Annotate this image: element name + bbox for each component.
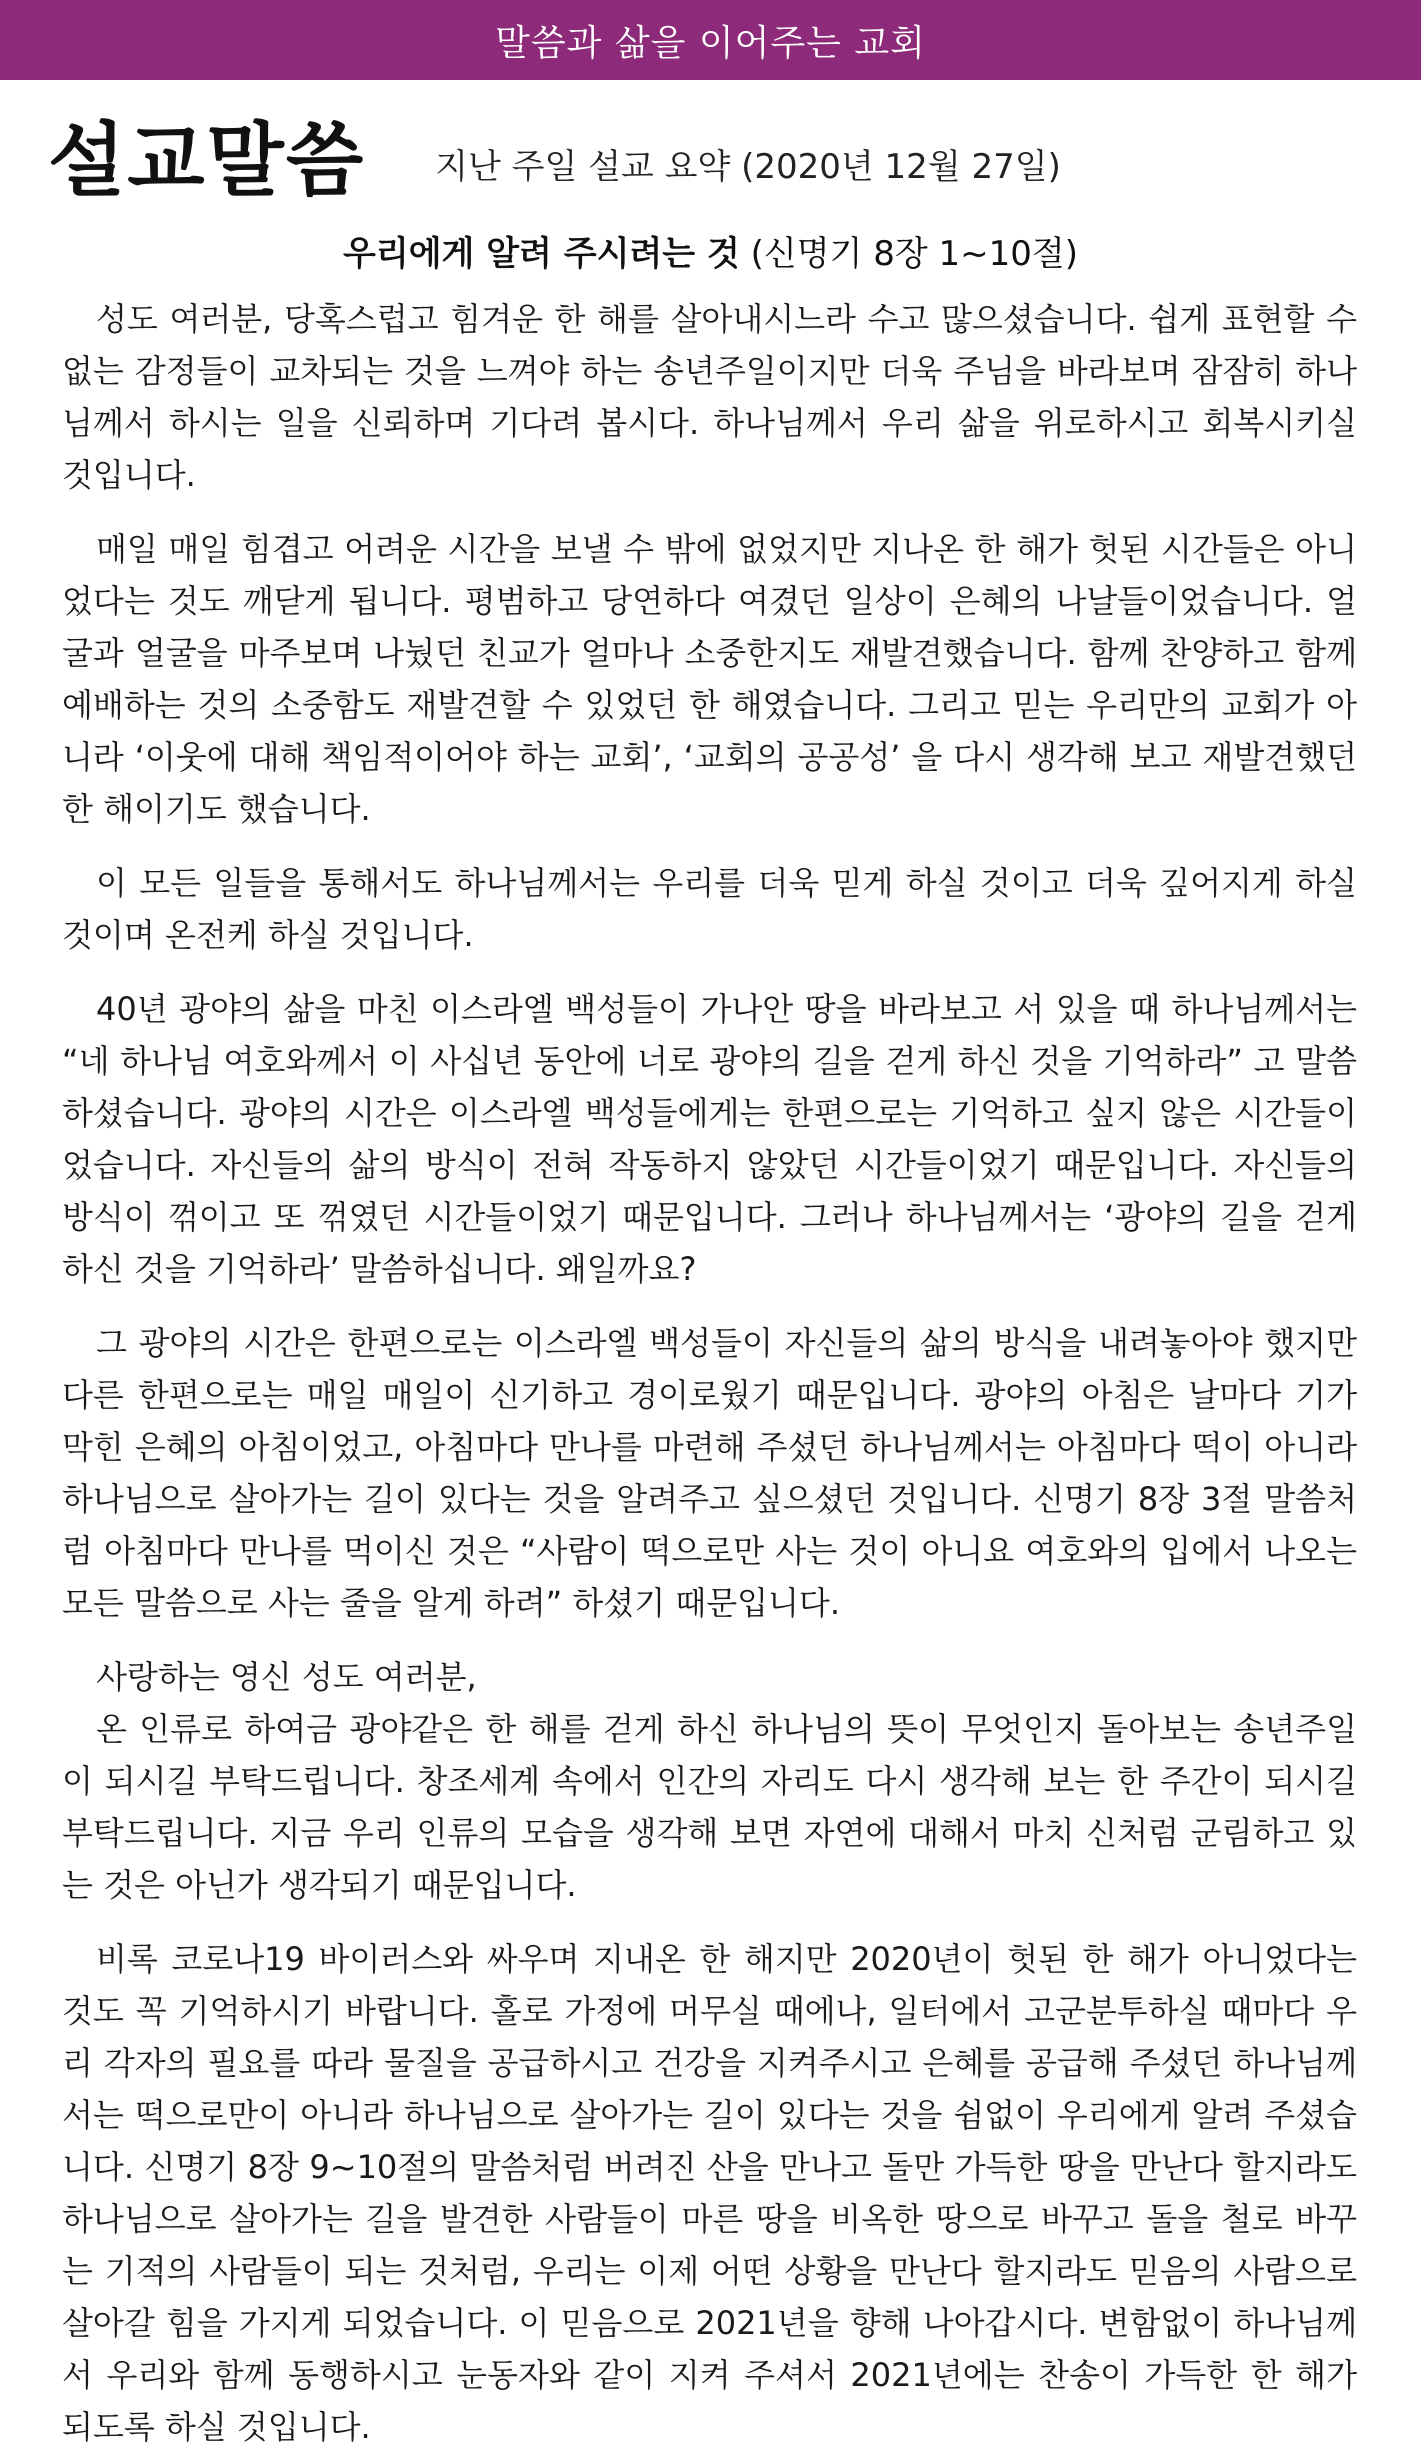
sermon-title bbox=[0, 226, 1421, 275]
paragraph-3: 이 모든 일들을 통해서도 하나님께서는 우리를 더욱 믿게 하실 것이고 더욱 깊어지게 하실 것이며 온전케 하실 것입니다. bbox=[62, 864, 1357, 954]
sermon-title-main: 우리에게 알려 주시려는 것 bbox=[343, 234, 740, 274]
paragraph-6-salutation: 사랑하는 영신 성도 여러분, bbox=[96, 1658, 477, 1696]
paragraph-5: 그 광야의 시간은 한편으로는 이스라엘 백성들이 자신들의 삶의 방식을 내려놓아야 했지만 다른 한편으로는 매일 매일이 신기하고 경이로웠기 때문입니다. 광야의 아침은 날마다 기가 막힌 은혜의 아침이었고, 아침마다 만나를 마련해 주셨던 하나님께서는 아침마다 떡이 아니라 하나님으로 살아가는 길이 있다는 것을 알려주고 싶으셨던 것입니다. 신명기 8장 3절 말씀처럼 아침마다 만나를 먹이신 것은 “사람이 떡으로만 사는 것이 아니요 여호와의 입에서 나오는 모든 말씀으로 사는 줄을 알게 하려” 하셨기 때문입니다. bbox=[62, 1324, 1357, 1622]
paragraph-8: 비록 코로나19 바이러스와 싸우며 지내온 한 해지만 2020년이 헛된 한 해가 아니었다는 것도 꼭 기억하시기 바랍니다. 홀로 가정에 머무실 때에나, 일터에서 고군분투하실 때마다 우리 각자의 필요를 따라 물질을 공급하시고 건강을 지켜주시고 은혜를 공급해 주셨던 하나님께서는 떡으로만이 아니라 하나님으로 살아가는 길이 있다는 것을 쉼없이 우리에게 알려 주셨습니다. 신명기 8장 9~10절의 말씀처럼 버려진 산을 만나고 돌만 가득한 땅을 만난다 할지라도 하나님으로 살아가는 길을 발견한 사람들이 마른 땅을 비옥한 땅으로 바꾸고 돌을 철로 바꾸는 기적의 사람들이 되는 것처럼, 우리는 이제 어떤 상황을 만난다 할지라도 믿음의 사람으로 살아갈 힘을 가지게 되었습니다. 이 믿음으로 2021년을 향해 나아갑시다. 변함없이 하나님께서 우리와 함께 동행하시고 눈동자와 같이 지켜 주셔서 2021년에는 찬송이 가득한 한 해가 되도록 하실 것입니다. bbox=[62, 1940, 1357, 2446]
section-title: 설교말씀 bbox=[48, 113, 366, 207]
paragraph-2: 매일 매일 힘겹고 어려운 시간을 보낼 수 밖에 없었지만 지나온 한 해가 헛된 시간들은 아니었다는 것도 깨닫게 됩니다. 평범하고 당연하다 여겼던 일상이 은혜의 나날들이었습니다. 얼굴과 얼굴을 마주보며 나눴던 친교가 얼마나 소중한지도 재발견했습니다. 함께 찬양하고 함께 예배하는 것의 소중함도 재발견할 수 있었던 한 해였습니다. 그리고 믿는 우리만의 교회가 아니라 ‘이웃에 대해 책임적이어야 하는 교회’, ‘교회의 공공성’ 을 다시 생각해 보고 재발견했던 한 해이기도 했습니다. bbox=[62, 530, 1357, 828]
sermon-date-subtitle: 지난 주일 설교 요약 (2020년 12월 27일) bbox=[435, 147, 1061, 187]
paragraph-4: 40년 광야의 삶을 마친 이스라엘 백성들이 가나안 땅을 바라보고 서 있을 때 하나님께서는 “네 하나님 여호와께서 이 사십년 동안에 너로 광야의 길을 걷게 하신 것을 기억하라” 고 말씀하셨습니다. 광야의 시간은 이스라엘 백성들에게는 한편으로는 기억하고 싶지 않은 시간들이었습니다. 자신들의 삶의 방식이 전혀 작동하지 않았던 시간들이었기 때문입니다. 자신들의 방식이 꺾이고 또 꺾였던 시간들이었기 때문입니다. 그러나 하나님께서는 ‘광야의 길을 걷게 하신 것을 기억하라’ 말씀하십니다. 왜일까요? bbox=[62, 990, 1357, 1288]
paragraph-1: 성도 여러분, 당혹스럽고 힘겨운 한 해를 살아내시느라 수고 많으셨습니다. 쉽게 표현할 수 없는 감정들이 교차되는 것을 느껴야 하는 송년주일이지만 더욱 주님을 바라보며 잠잠히 하나님께서 하시는 일을 신뢰하며 기다려 봅시다. 하나님께서 우리 삶을 위로하시고 회복시키실 것입니다. bbox=[62, 300, 1357, 494]
scripture-reference: (신명기 8장 1~10절) bbox=[750, 234, 1078, 274]
page-header bbox=[0, 80, 1421, 207]
top-banner bbox=[0, 0, 1421, 80]
paragraph-7: 온 인류로 하여금 광야같은 한 해를 걷게 하신 하나님의 뜻이 무엇인지 돌아보는 송년주일이 되시길 부탁드립니다. 창조세계 속에서 인간의 자리도 다시 생각해 보는 한 주간이 되시길 부탁드립니다. 지금 우리 인류의 모습을 생각해 보면 자연에 대해서 마치 신처럼 군림하고 있는 것은 아닌가 생각되기 때문입니다. bbox=[62, 1710, 1357, 1904]
sermon-body bbox=[0, 293, 1421, 2453]
banner-text: 말씀과 삶을 이어주는 교회 bbox=[495, 22, 926, 64]
